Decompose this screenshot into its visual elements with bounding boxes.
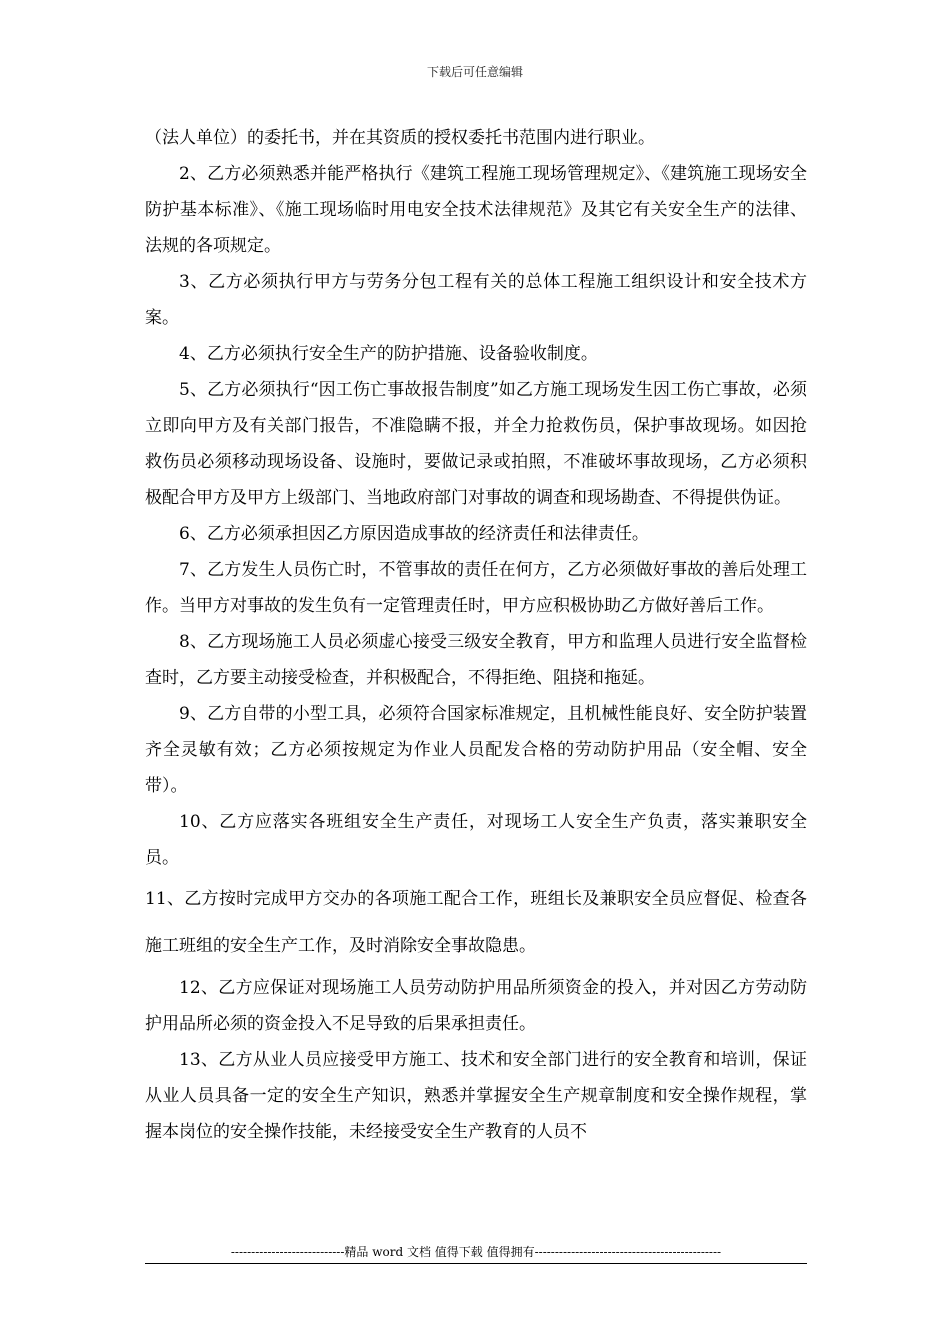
paragraph-item-5: 5、乙方必须执行“因工伤亡事故报告制度”如乙方施工现场发生因工伤亡事故，必须立即向甲方及有关部门报告，不准隐瞒不报，并全力抢救伤员，保护事故现场。如因抢救伤员必须移动现场设备、设施时，要做记录或拍照，不准破坏事故现场，乙方必须积极配合甲方及甲方上级部门、当地政府部门对事故的调查和现场勘查、不得提供伪证。 xyxy=(145,380,807,508)
paragraph-item-10: 10、乙方应落实各班组安全生产责任，对现场工人安全生产负责，落实兼职安全员。 xyxy=(145,812,807,868)
paragraph-item-6: 6、乙方必须承担因乙方原因造成事故的经济责任和法律责任。 xyxy=(179,524,649,544)
paragraph-item-13: 13、乙方从业人员应接受甲方施工、技术和安全部门进行的安全教育和培训，保证从业人员具备一定的安全生产知识，熟悉并掌握安全生产规章制度和安全操作规程，掌握本岗位的安全操作技能，未经接受安全生产教育的人员不 xyxy=(145,1050,807,1142)
document-body xyxy=(145,120,807,1150)
paragraph-item-7: 7、乙方发生人员伤亡时，不管事故的责任在何方，乙方必须做好事故的善后处理工作。当甲方对事故的发生负有一定管理责任时，甲方应积极协助乙方做好善后工作。 xyxy=(145,560,807,616)
page-footer: ----------------------------精品 word 文档 值得下载 值得拥有---------------------------------------------- xyxy=(230,1245,722,1259)
paragraph-item-2: 2、乙方必须熟悉并能严格执行《建筑工程施工现场管理规定》、《建筑施工现场安全防护基本标准》、《施工现场临时用电安全技术法律规范》及其它有关安全生产的法律、法规的各项规定。 xyxy=(145,164,807,256)
paragraph-continuation: （法人单位）的委托书，并在其资质的授权委托书范围内进行职业。 xyxy=(145,128,655,148)
paragraph-item-11: 11、乙方按时完成甲方交办的各项施工配合工作，班组长及兼职安全员应督促、检查各施工班组的安全生产工作，及时消除安全事故隐患。 xyxy=(145,889,807,956)
footer-divider xyxy=(145,1263,807,1264)
paragraph-item-12: 12、乙方应保证对现场施工人员劳动防护用品所须资金的投入，并对因乙方劳动防护用品所必须的资金投入不足导致的后果承担责任。 xyxy=(145,978,807,1034)
paragraph-item-9: 9、乙方自带的小型工具，必须符合国家标准规定，且机械性能良好、安全防护装置齐全灵敏有效；乙方必须按规定为作业人员配发合格的劳动防护用品（安全帽、安全带）。 xyxy=(145,704,807,796)
page-header: 下载后可任意编辑 xyxy=(426,65,523,79)
paragraph-item-8: 8、乙方现场施工人员必须虚心接受三级安全教育，甲方和监理人员进行安全监督检查时，乙方要主动接受检查，并积极配合，不得拒绝、阻挠和拖延。 xyxy=(145,632,807,688)
paragraph-item-3: 3、乙方必须执行甲方与劳务分包工程有关的总体工程施工组织设计和安全技术方案。 xyxy=(145,272,807,328)
paragraph-item-4: 4、乙方必须执行安全生产的防护措施、设备验收制度。 xyxy=(179,344,598,364)
